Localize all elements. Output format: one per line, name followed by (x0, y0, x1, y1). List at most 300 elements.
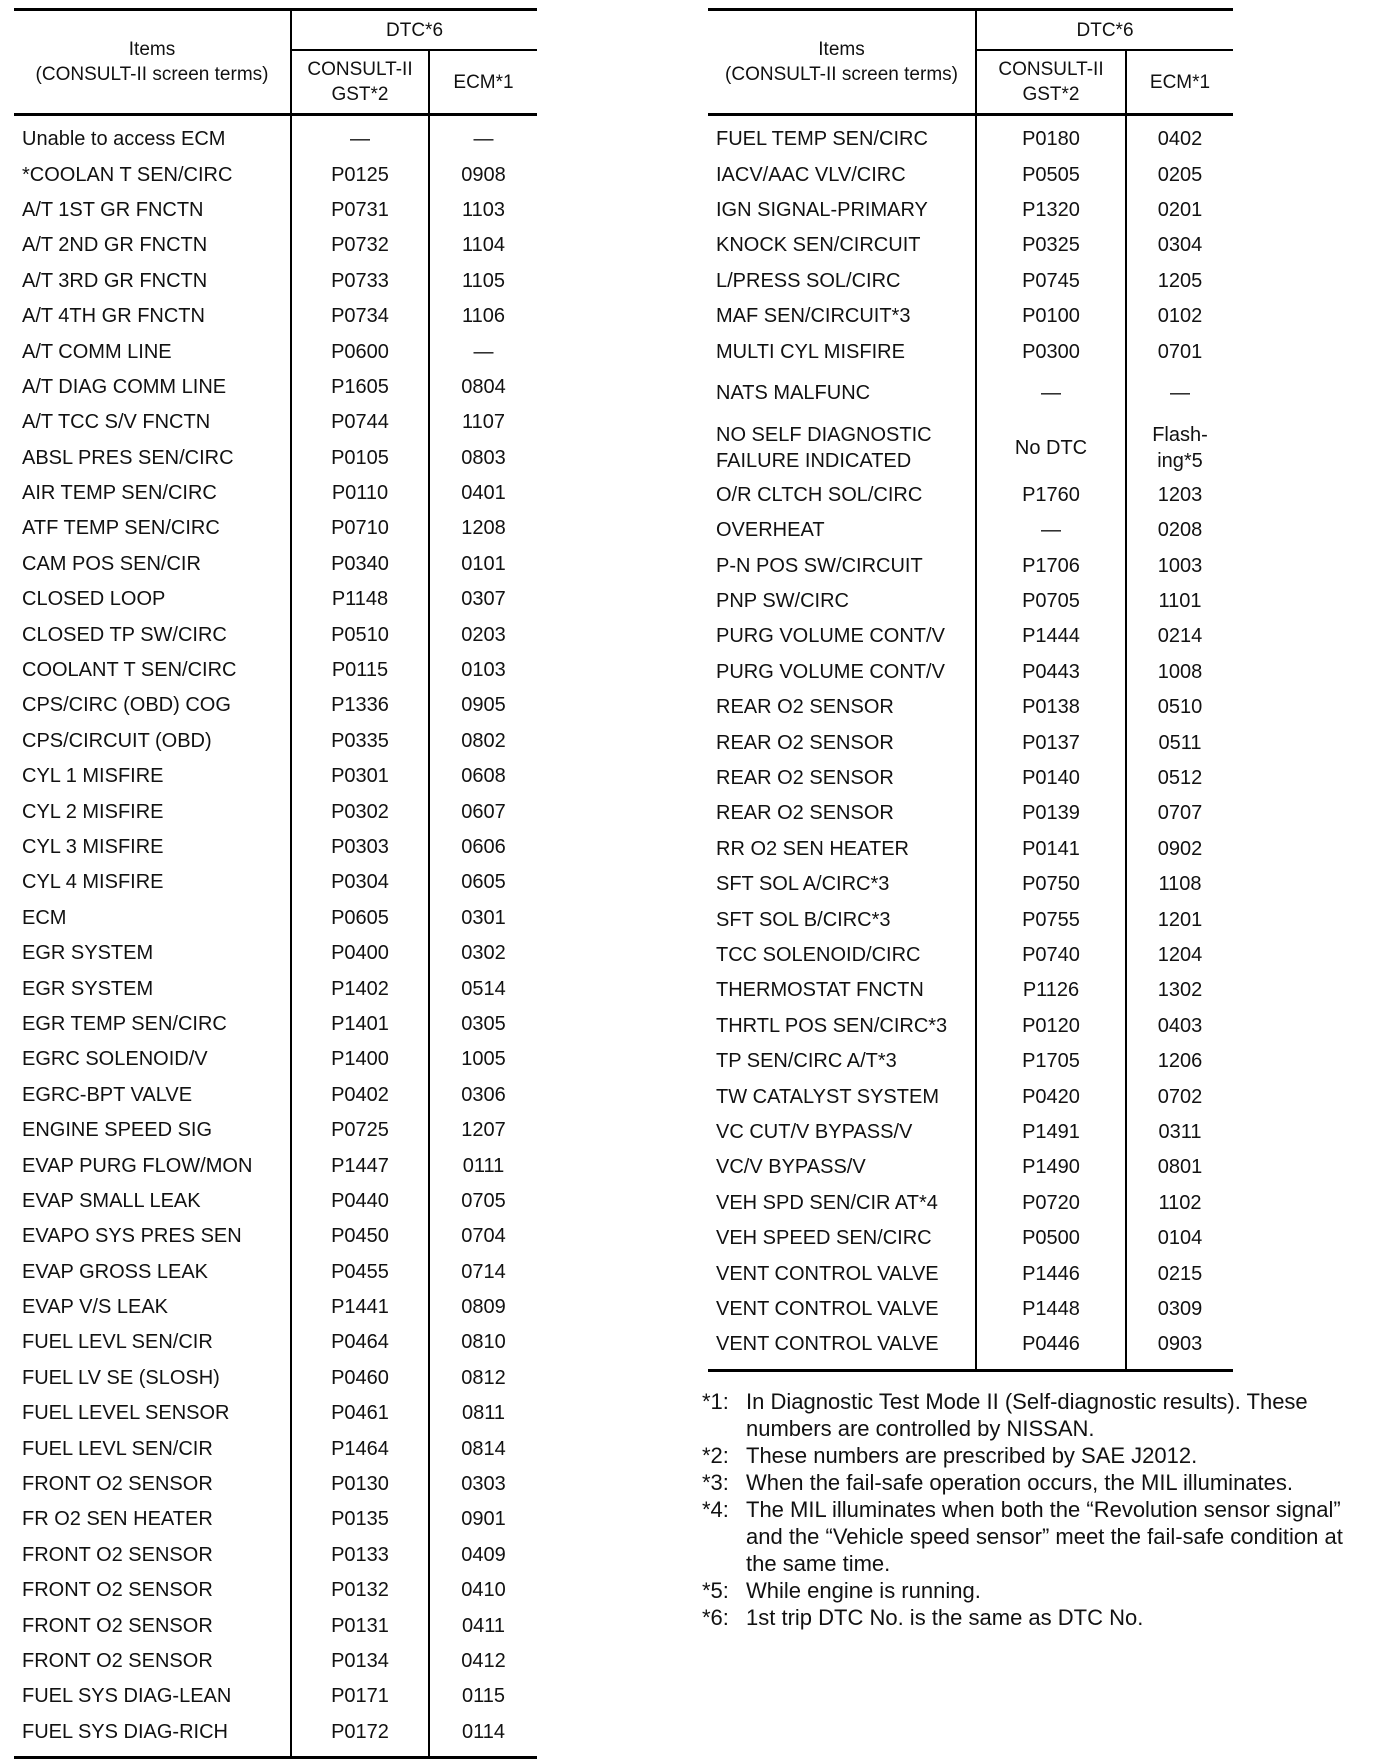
ecm-code-cell: 0101 (429, 547, 537, 582)
table-row (708, 867, 1233, 902)
gst-header-line1: CONSULT-II (998, 59, 1104, 80)
ecm-header: ECM*1 (1126, 50, 1233, 115)
ecm-line2: ing*5 (1157, 449, 1203, 472)
gst-code-cell: P0335 (291, 724, 429, 759)
gst-code-cell: P0125 (291, 157, 429, 192)
ecm-code-cell: 0102 (1126, 299, 1233, 334)
table-row (14, 1679, 537, 1714)
item-cell: TCC SOLENOID/CIRC (716, 944, 921, 966)
footnote (702, 1469, 1362, 1496)
item-cell: KNOCK SEN/CIRCUIT (716, 234, 921, 257)
items-header-line2: (CONSULT-II screen terms) (725, 64, 958, 85)
item-cell: CYL 2 MISFIRE (22, 800, 164, 823)
item-cell: ATF TEMP SEN/CIRC (22, 517, 220, 540)
item-cell: FUEL SYS DIAG-LEAN (22, 1685, 232, 1708)
item-cell: CPS/CIRC (OBD) COG (22, 694, 231, 717)
table-row (708, 1079, 1233, 1114)
table-row (14, 1042, 537, 1077)
gst-code-cell: P0420 (976, 1079, 1126, 1114)
gst-code-cell: P0740 (976, 938, 1126, 973)
gst-code-cell: P0731 (291, 193, 429, 228)
ecm-code-cell: 0814 (429, 1431, 537, 1466)
table-row (14, 1007, 537, 1042)
table-row (14, 228, 537, 263)
ecm-code-cell: 1003 (1126, 549, 1233, 584)
item-cell: CPS/CIRCUIT (OBD) (22, 729, 212, 752)
item-cell: EVAP GROSS LEAK (22, 1260, 209, 1283)
item-cell: EVAP SMALL LEAK (22, 1189, 201, 1212)
table-row (708, 549, 1233, 584)
footnote (702, 1442, 1362, 1469)
item-cell: CLOSED TP SW/CIRC (22, 623, 227, 646)
item-cell: P-N POS SW/CIRCUIT (716, 554, 923, 577)
item-cell: ABSL PRES SEN/CIRC (22, 446, 234, 469)
item-cell: ECM (22, 906, 67, 929)
dtc-header: DTC*6 (291, 10, 537, 51)
gst-code-cell: P0605 (291, 901, 429, 936)
table-row (708, 513, 1233, 548)
gst-code-cell: P0450 (291, 1219, 429, 1254)
table-row (14, 370, 537, 405)
gst-code-cell: P0137 (976, 725, 1126, 760)
gst-code-cell: P0750 (976, 867, 1126, 902)
ecm-code-cell: 0103 (429, 653, 537, 688)
table-row (708, 115, 1233, 158)
item-cell: L/PRESS SOL/CIRC (716, 269, 901, 292)
gst-code-cell: P0140 (976, 761, 1126, 796)
gst-code-cell: P1400 (291, 1042, 429, 1077)
ecm-code-cell: 0701 (1126, 334, 1233, 369)
item-cell: FRONT O2 SENSOR (22, 1614, 213, 1637)
table-row (14, 1538, 537, 1573)
ecm-code-cell: 0903 (1126, 1327, 1233, 1370)
item-cell: IACV/AAC VLV/CIRC (716, 163, 906, 186)
table-row (708, 619, 1233, 654)
item-cell: A/T TCC S/V FNCTN (22, 411, 211, 434)
items-header-line2: (CONSULT-II screen terms) (35, 64, 269, 85)
consult-gst-header (976, 50, 1126, 115)
item-cell: NATS MALFUNC (716, 382, 871, 405)
gst-code-cell: P1441 (291, 1290, 429, 1325)
table-row (14, 971, 537, 1006)
table-row (14, 547, 537, 582)
ecm-code-cell: 0304 (1126, 228, 1233, 263)
item-cell: VEH SPEED SEN/CIRC (716, 1227, 932, 1250)
ecm-code-cell: 0114 (429, 1715, 537, 1758)
ecm-code-cell: 1208 (429, 511, 537, 546)
table-row (708, 193, 1233, 228)
ecm-code-cell: 0704 (429, 1219, 537, 1254)
ecm-code-cell: 1103 (429, 193, 537, 228)
item-cell: VC CUT/V BYPASS/V (716, 1120, 913, 1143)
gst-code-cell: P0340 (291, 547, 429, 582)
ecm-code-cell: 1005 (429, 1042, 537, 1077)
item-cell: FRONT O2 SENSOR (22, 1649, 213, 1672)
items-header (14, 10, 291, 115)
ecm-code-cell: 0510 (1126, 690, 1233, 725)
item-cell: IGN SIGNAL-PRIMARY (716, 198, 928, 221)
gst-header-line2: GST*2 (1022, 84, 1080, 105)
ecm-code-cell: 0403 (1126, 1009, 1233, 1044)
ecm-code-cell: 0305 (429, 1007, 537, 1042)
gst-code-cell: P0734 (291, 299, 429, 334)
gst-code-cell: — (291, 115, 429, 158)
table-row (708, 418, 1233, 478)
gst-code-cell: P0131 (291, 1608, 429, 1643)
table-row (708, 1009, 1233, 1044)
ecm-code-cell: 0215 (1126, 1256, 1233, 1291)
gst-code-cell: P0733 (291, 264, 429, 299)
item-cell: RR O2 SEN HEATER (716, 837, 909, 860)
table-row (708, 973, 1233, 1008)
item-cell: A/T 4TH GR FNCTN (22, 305, 205, 328)
table-row (14, 653, 537, 688)
gst-code-cell: P1148 (291, 582, 429, 617)
gst-code-cell: P0172 (291, 1715, 429, 1758)
table-row (708, 690, 1233, 725)
ecm-code-cell: 0214 (1126, 619, 1233, 654)
footnote-text: In Diagnostic Test Mode II (Self-diagnostic results). These numbers are controlled by NISSAN. (746, 1389, 1308, 1441)
ecm-code-cell: 0410 (429, 1573, 537, 1608)
item-cell: TW CATALYST SYSTEM (716, 1085, 939, 1108)
ecm-code-cell: 0201 (1126, 193, 1233, 228)
gst-code-cell: P0133 (291, 1538, 429, 1573)
table-row (14, 1325, 537, 1360)
ecm-code-cell: 0608 (429, 759, 537, 794)
table-row (14, 115, 537, 158)
gst-code-cell: P0400 (291, 936, 429, 971)
table-row (708, 1186, 1233, 1221)
gst-code-cell: P1336 (291, 688, 429, 723)
table-row (14, 157, 537, 192)
gst-code-cell: P1705 (976, 1044, 1126, 1079)
table-row (14, 193, 537, 228)
gst-code-cell: No DTC (976, 418, 1126, 478)
ecm-code-cell: 0309 (1126, 1292, 1233, 1327)
gst-code-cell: P0141 (976, 832, 1126, 867)
gst-code-cell: P0446 (976, 1327, 1126, 1370)
ecm-code-cell: 0810 (429, 1325, 537, 1360)
ecm-code-cell: — (429, 334, 537, 369)
ecm-line1: Flash- (1152, 423, 1208, 446)
gst-code-cell: P0304 (291, 865, 429, 900)
dtc-header: DTC*6 (976, 10, 1233, 51)
item-cell: PURG VOLUME CONT/V (716, 660, 945, 683)
gst-code-cell: P0600 (291, 334, 429, 369)
gst-code-cell: P1447 (291, 1148, 429, 1183)
item-cell: CYL 3 MISFIRE (22, 836, 164, 858)
ecm-code-cell: 1205 (1126, 264, 1233, 299)
footnotes (702, 1388, 1362, 1631)
gst-header-line1: CONSULT-II (307, 59, 413, 80)
ecm-code-cell: 0802 (429, 724, 537, 759)
ecm-code-cell: 0512 (1126, 761, 1233, 796)
ecm-header: ECM*1 (429, 50, 537, 115)
item-cell: THRTL POS SEN/CIRC*3 (716, 1014, 948, 1037)
consult-gst-header (291, 50, 429, 115)
item-cell: MULTI CYL MISFIRE (716, 340, 905, 363)
ecm-code-cell: 0514 (429, 971, 537, 1006)
item-cell: FUEL LEVL SEN/CIR (22, 1437, 213, 1460)
item-cell: REAR O2 SENSOR (716, 767, 894, 790)
ecm-code-cell: 0811 (429, 1396, 537, 1431)
item-cell: REAR O2 SENSOR (716, 696, 894, 719)
table-row (708, 478, 1233, 513)
gst-code-cell: P0303 (291, 830, 429, 865)
table-row (14, 264, 537, 299)
item-cell: CYL 1 MISFIRE (22, 765, 164, 788)
table-row (14, 1078, 537, 1113)
footnote-mark: *6: (702, 1605, 729, 1630)
table-row (14, 334, 537, 369)
gst-code-cell: — (976, 370, 1126, 418)
footnote-mark: *1: (702, 1389, 729, 1414)
table-row (14, 476, 537, 511)
item-cell: ENGINE SPEED SIG (22, 1119, 213, 1142)
item-cell: CLOSED LOOP (22, 588, 166, 611)
item-cell: A/T 3RD GR FNCTN (22, 269, 208, 292)
ecm-code-cell: 1105 (429, 264, 537, 299)
item-cell: VC/V BYPASS/V (716, 1156, 866, 1179)
gst-code-cell: P1491 (976, 1115, 1126, 1150)
item-cell: FRONT O2 SENSOR (22, 1543, 213, 1566)
table-row (14, 901, 537, 936)
table-row (708, 796, 1233, 831)
ecm-code-cell: 1104 (429, 228, 537, 263)
table-row (14, 1608, 537, 1643)
table-row (708, 1044, 1233, 1079)
right-table-body (708, 115, 1233, 1371)
dtc-table-right (708, 8, 1233, 1372)
ecm-code-cell: 0402 (1126, 115, 1233, 158)
item-cell (708, 418, 976, 478)
item-cell: FUEL TEMP SEN/CIRC (716, 128, 928, 151)
table-row (708, 1256, 1233, 1291)
ecm-code-cell: 0301 (429, 901, 537, 936)
footnote-mark: *5: (702, 1578, 729, 1603)
gst-code-cell: P1464 (291, 1431, 429, 1466)
item-cell: VENT CONTROL VALVE (716, 1333, 939, 1356)
gst-code-cell: P0130 (291, 1467, 429, 1502)
item-cell: EGRC SOLENOID/V (22, 1048, 208, 1071)
footnote (702, 1388, 1362, 1442)
table-row (14, 794, 537, 829)
item-cell: CYL 4 MISFIRE (22, 871, 164, 894)
gst-code-cell: P0105 (291, 441, 429, 476)
table-row (708, 938, 1233, 973)
ecm-code-cell: 0702 (1126, 1079, 1233, 1114)
footnote (702, 1496, 1362, 1577)
item-line1: NO SELF DIAGNOSTIC (716, 423, 932, 446)
ecm-code-cell: 0908 (429, 157, 537, 192)
table-row (708, 1221, 1233, 1256)
ecm-code-cell: 0401 (429, 476, 537, 511)
table-row (14, 617, 537, 652)
gst-code-cell: P0510 (291, 617, 429, 652)
item-cell: TP SEN/CIRC A/T*3 (716, 1050, 897, 1073)
item-cell: EGRC-BPT VALVE (22, 1083, 193, 1106)
ecm-code-cell: 1203 (1126, 478, 1233, 513)
item-cell: A/T DIAG COMM LINE (22, 375, 227, 398)
gst-code-cell: P1402 (291, 971, 429, 1006)
table-row (708, 584, 1233, 619)
item-cell: FUEL LV SE (SLOSH) (22, 1366, 220, 1389)
item-line2: FAILURE INDICATED (716, 449, 912, 472)
table-row (708, 370, 1233, 418)
table-row (14, 405, 537, 440)
table-row (708, 334, 1233, 369)
ecm-code-cell: 1302 (1126, 973, 1233, 1008)
item-cell: EVAP V/S LEAK (22, 1296, 169, 1319)
item-cell: MAF SEN/CIRCUIT*3 (716, 305, 911, 328)
gst-code-cell: P1605 (291, 370, 429, 405)
item-cell: CAM POS SEN/CIR (22, 552, 201, 575)
item-cell: EVAPO SYS PRES SEN (22, 1225, 242, 1248)
table-row (14, 441, 537, 476)
item-cell: FR O2 SEN HEATER (22, 1508, 213, 1531)
ecm-code-cell: 0411 (429, 1608, 537, 1643)
ecm-code-cell: 0111 (429, 1148, 537, 1183)
ecm-code-cell (1126, 418, 1233, 478)
item-cell: COOLANT T SEN/CIRC (22, 659, 237, 682)
table-row (708, 1115, 1233, 1150)
table-row (708, 264, 1233, 299)
gst-code-cell: P1320 (976, 193, 1126, 228)
item-cell: EGR TEMP SEN/CIRC (22, 1012, 227, 1035)
gst-code-cell: P1760 (976, 478, 1126, 513)
table-row (14, 1113, 537, 1148)
gst-code-cell: P0443 (976, 655, 1126, 690)
ecm-code-cell: 0801 (1126, 1150, 1233, 1185)
gst-header-line2: GST*2 (331, 84, 389, 105)
footnote (702, 1577, 1362, 1604)
ecm-code-cell: 0707 (1126, 796, 1233, 831)
item-cell: PNP SW/CIRC (716, 590, 849, 613)
ecm-code-cell: 0302 (429, 936, 537, 971)
item-cell: SFT SOL B/CIRC*3 (716, 908, 891, 931)
item-cell: Unable to access ECM (22, 128, 226, 151)
ecm-code-cell: 1107 (429, 405, 537, 440)
table-row (14, 1573, 537, 1608)
ecm-code-cell: 0705 (429, 1184, 537, 1219)
gst-code-cell: P0171 (291, 1679, 429, 1714)
ecm-code-cell: 0607 (429, 794, 537, 829)
gst-code-cell: P0755 (976, 902, 1126, 937)
footnote-mark: *3: (702, 1470, 729, 1495)
items-header-line1: Items (818, 39, 865, 60)
ecm-code-cell: 1204 (1126, 938, 1233, 973)
ecm-code-cell: 0606 (429, 830, 537, 865)
ecm-code-cell: 0303 (429, 1467, 537, 1502)
table-row (14, 688, 537, 723)
table-row (14, 1361, 537, 1396)
ecm-code-cell: 0203 (429, 617, 537, 652)
footnote-mark: *2: (702, 1443, 729, 1468)
gst-code-cell: P0464 (291, 1325, 429, 1360)
table-row (14, 511, 537, 546)
gst-code-cell: P1126 (976, 973, 1126, 1008)
item-cell: VEH SPD SEN/CIR AT*4 (716, 1191, 938, 1214)
table-row (14, 299, 537, 334)
table-row (708, 228, 1233, 263)
item-cell: VENT CONTROL VALVE (716, 1262, 939, 1285)
ecm-code-cell: 1206 (1126, 1044, 1233, 1079)
item-cell: A/T 2ND GR FNCTN (22, 234, 208, 257)
table-row (14, 1396, 537, 1431)
item-cell: THERMOSTAT FNCTN (716, 979, 924, 1002)
item-cell: FUEL LEVEL SENSOR (22, 1402, 230, 1425)
table-row (14, 1715, 537, 1758)
gst-code-cell: P0440 (291, 1184, 429, 1219)
table-row (14, 1467, 537, 1502)
footnote-text: While engine is running. (746, 1578, 981, 1603)
item-cell: EVAP PURG FLOW/MON (22, 1154, 253, 1177)
gst-code-cell: P0710 (291, 511, 429, 546)
ecm-code-cell: 0803 (429, 441, 537, 476)
item-cell: REAR O2 SENSOR (716, 731, 894, 754)
gst-code-cell: P0325 (976, 228, 1126, 263)
gst-code-cell: P0744 (291, 405, 429, 440)
ecm-code-cell: 0412 (429, 1644, 537, 1679)
gst-code-cell: P0720 (976, 1186, 1126, 1221)
table-row (14, 936, 537, 971)
gst-code-cell: P1448 (976, 1292, 1126, 1327)
ecm-code-cell: 0311 (1126, 1115, 1233, 1150)
ecm-code-cell: 0714 (429, 1255, 537, 1290)
ecm-code-cell: 0511 (1126, 725, 1233, 760)
gst-code-cell: P0115 (291, 653, 429, 688)
item-cell: VENT CONTROL VALVE (716, 1297, 939, 1320)
footnote-text: These numbers are prescribed by SAE J2012. (746, 1443, 1198, 1468)
gst-code-cell: P0301 (291, 759, 429, 794)
table-row (14, 1255, 537, 1290)
gst-code-cell: P1490 (976, 1150, 1126, 1185)
table-row (708, 157, 1233, 192)
ecm-code-cell: 1207 (429, 1113, 537, 1148)
gst-code-cell: P1706 (976, 549, 1126, 584)
ecm-code-cell: 1008 (1126, 655, 1233, 690)
table-row (14, 865, 537, 900)
footnote-text: When the fail-safe operation occurs, the MIL illuminates. (746, 1470, 1294, 1495)
footnote-text: The MIL illuminates when both the “Revolution sensor signal” and the “Vehicle speed sensor” meet the fail-safe condition at the same time. (746, 1497, 1343, 1576)
gst-code-cell: P0500 (976, 1221, 1126, 1256)
ecm-code-cell: — (1126, 370, 1233, 418)
item-cell: FUEL SYS DIAG-RICH (22, 1720, 228, 1743)
item-cell: FRONT O2 SENSOR (22, 1473, 213, 1496)
items-header-line1: Items (128, 39, 176, 60)
ecm-code-cell: 0115 (429, 1679, 537, 1714)
gst-code-cell: P0460 (291, 1361, 429, 1396)
gst-code-cell: P0120 (976, 1009, 1126, 1044)
table-row (14, 582, 537, 617)
gst-code-cell: P0302 (291, 794, 429, 829)
ecm-code-cell: 1106 (429, 299, 537, 334)
ecm-code-cell: 0208 (1126, 513, 1233, 548)
gst-code-cell: P0110 (291, 476, 429, 511)
table-row (14, 1290, 537, 1325)
ecm-code-cell: 0307 (429, 582, 537, 617)
ecm-code-cell: 1102 (1126, 1186, 1233, 1221)
item-cell: AIR TEMP SEN/CIRC (22, 482, 217, 505)
gst-code-cell: P0455 (291, 1255, 429, 1290)
table-row (708, 1327, 1233, 1370)
gst-code-cell: P0138 (976, 690, 1126, 725)
gst-code-cell: P0705 (976, 584, 1126, 619)
table-row (14, 759, 537, 794)
ecm-code-cell: 1101 (1126, 584, 1233, 619)
table-row (708, 725, 1233, 760)
ecm-code-cell: 0409 (429, 1538, 537, 1573)
